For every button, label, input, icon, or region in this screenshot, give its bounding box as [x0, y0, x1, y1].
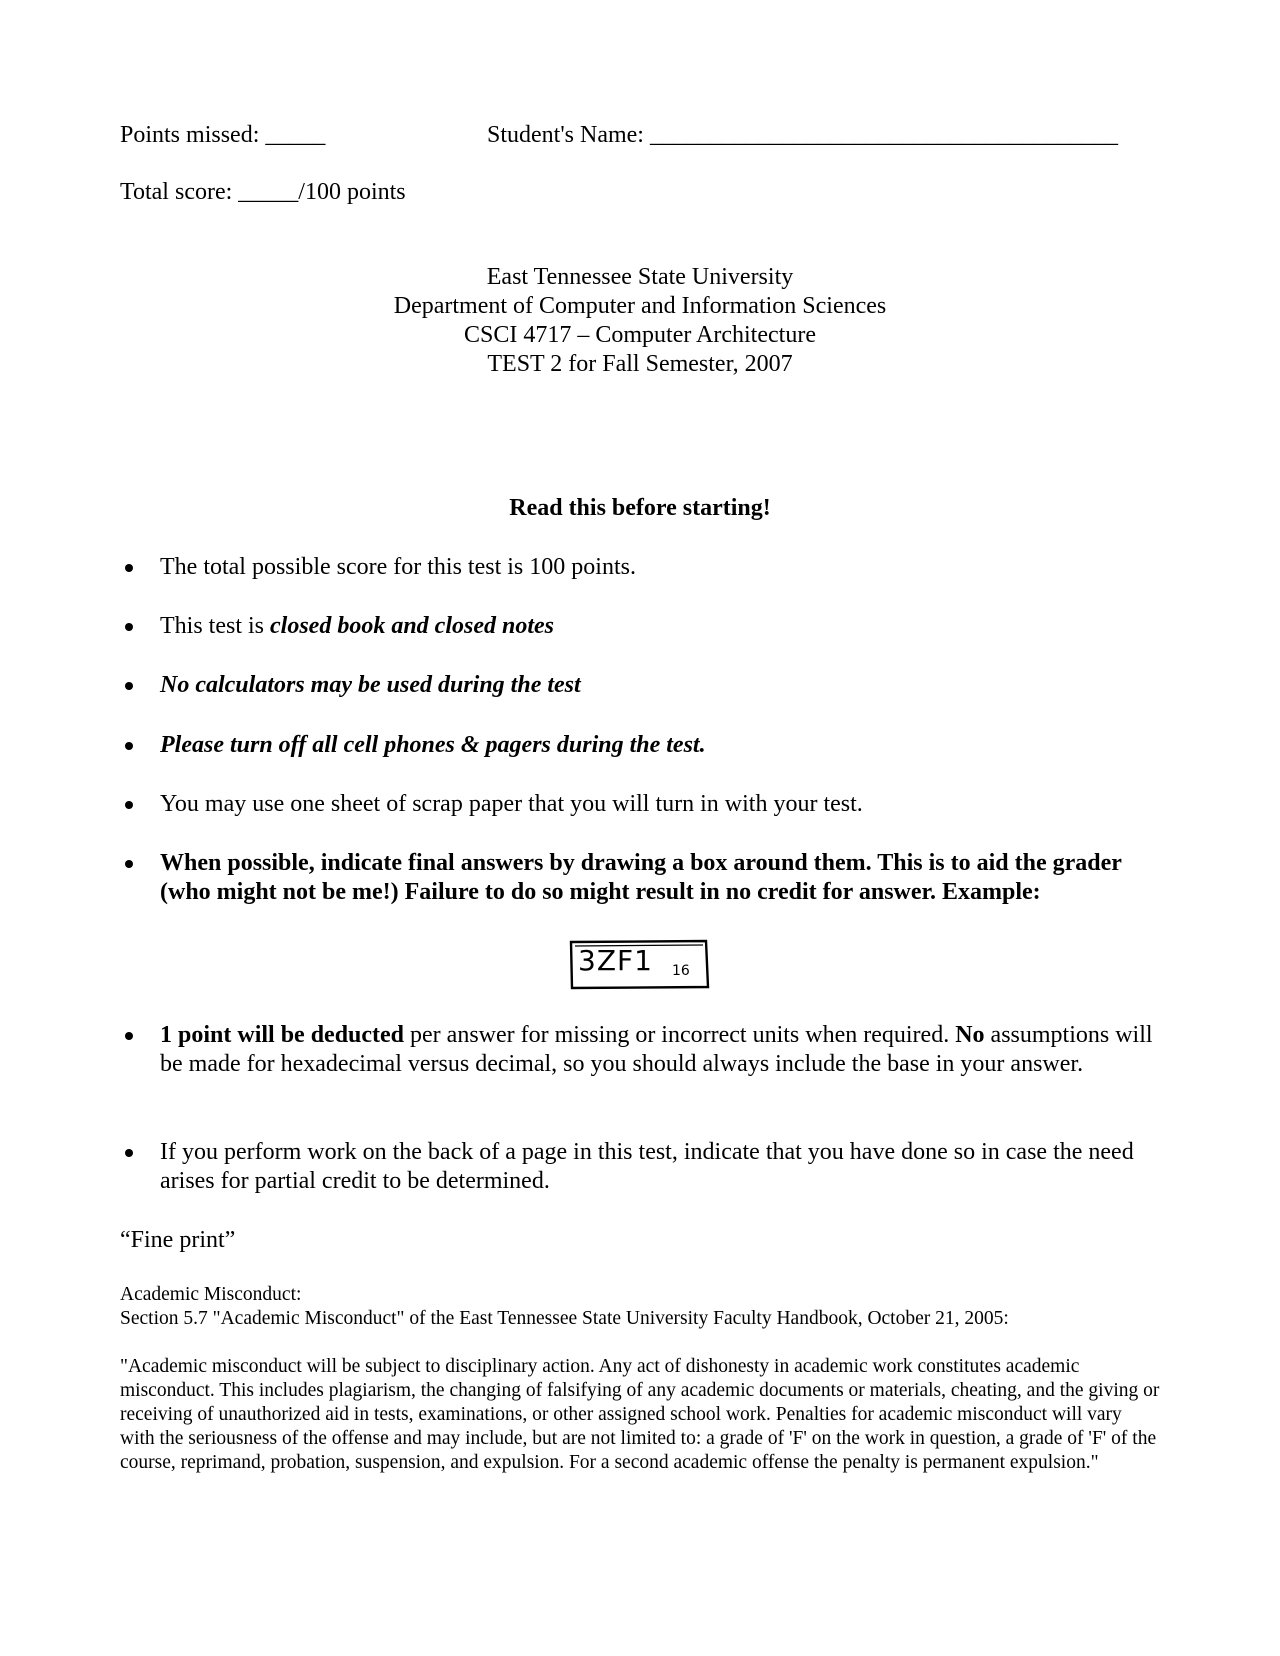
- university-name: East Tennessee State University: [486, 264, 794, 290]
- example-answer-text: 3ZF1: [578, 944, 653, 977]
- bullet-icon: [125, 742, 133, 750]
- example-answer-box: [568, 938, 710, 990]
- bullet-icon: [125, 682, 133, 690]
- instruction-emphasis: closed book and closed notes: [270, 613, 554, 639]
- instruction-item: [160, 612, 1140, 641]
- instruction-text: No calculators may be used during the test: [160, 672, 581, 698]
- bullet-icon: [125, 860, 133, 868]
- bullet-icon: [125, 1149, 133, 1157]
- student-name-blank: _______________________________________: [649, 122, 1118, 148]
- total-score-suffix: /100 points: [298, 179, 406, 205]
- instruction-text: per answer for missing or incorrect units when required.: [404, 1022, 956, 1048]
- points-missed-field: [120, 121, 325, 149]
- title-block: [0, 263, 1280, 379]
- instruction-item: [160, 731, 1140, 760]
- total-score-field: [120, 178, 406, 206]
- instruction-text: You may use one sheet of scrap paper that you will turn in with your test.: [160, 791, 863, 817]
- instruction-text: If you perform work on the back of a page in this test, indicate that you have done so in case the need arises for partial credit to be determined.: [160, 1139, 1134, 1194]
- department-name: Department of Computer and Information Sciences: [393, 293, 887, 319]
- instruction-emphasis: 1 point will be deducted: [160, 1022, 405, 1048]
- handbook-reference: Section 5.7 "Academic Misconduct" of the East Tennessee State University Faculty Handbook, October 21, 2005:: [120, 1308, 1009, 1329]
- student-name-field: [487, 121, 1118, 149]
- instruction-item: [160, 849, 1160, 907]
- test-name: TEST 2 for Fall Semester, 2007: [487, 351, 793, 377]
- points-missed-blank: _____: [265, 122, 326, 148]
- bullet-icon: [125, 1032, 133, 1040]
- course-name: CSCI 4717 – Computer Architecture: [464, 322, 816, 348]
- instruction-text: When possible, indicate final answers by drawing a box around them. This is to aid the grader (who might not be me!) Failure to do so might result in no credit for answer. Example:: [160, 850, 1122, 905]
- points-missed-label: Points missed:: [120, 122, 260, 148]
- bullet-icon: [125, 623, 133, 631]
- total-score-blank: _____: [238, 179, 299, 205]
- instruction-item: [160, 553, 1140, 582]
- instruction-item: [160, 1138, 1160, 1196]
- student-name-label: Student's Name:: [487, 122, 644, 148]
- instruction-item: [160, 1021, 1160, 1079]
- instruction-item: [160, 671, 1140, 700]
- example-answer-base: 16: [672, 963, 690, 979]
- misconduct-label: Academic Misconduct:: [120, 1284, 302, 1305]
- instruction-item: [160, 790, 1140, 819]
- instruction-text: This test is: [160, 613, 271, 639]
- instructions-heading: Read this before starting!: [509, 495, 771, 521]
- bullet-icon: [125, 564, 133, 572]
- instruction-text: The total possible score for this test is 100 points.: [160, 554, 636, 580]
- instruction-text: Please turn off all cell phones & pagers during the test.: [160, 732, 706, 758]
- misconduct-policy-quote: "Academic misconduct will be subject to disciplinary action. Any act of dishonesty in academic work constitutes academic misconduct. This includes plagiarism, the changing of falsifying of any academic documents or materials, cheating, and the giving or receiving of unauthorized aid in tests, examinations, or other assigned school work. Penalties for academic misconduct will vary with the seriousness of the offense and may include, but are not limited to: a grade of 'F' on the work in question, a grade of 'F' of the course, reprimand, probation, suspension, and expulsion. For a second academic offense the penalty is permanent expulsion.": [120, 1356, 1160, 1473]
- total-score-label: Total score:: [120, 179, 233, 205]
- bullet-icon: [125, 801, 133, 809]
- instruction-emphasis: No: [955, 1022, 985, 1048]
- fine-print-heading: “Fine print”: [120, 1227, 236, 1253]
- instruction-text: assumptions will be made for hexadecimal versus decimal, so you should always include the base in your answer.: [160, 1022, 1153, 1077]
